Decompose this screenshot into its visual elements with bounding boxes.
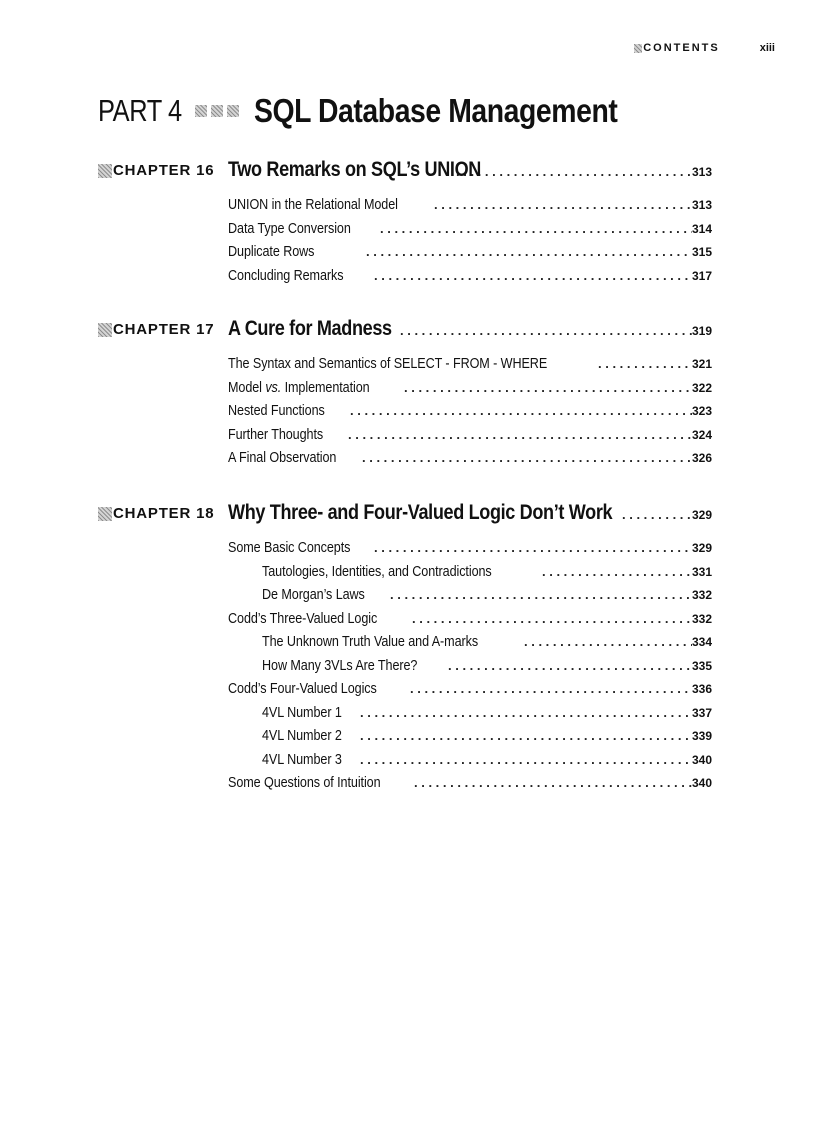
entry-title: Codd’s Four-Valued Logics [228,680,377,697]
toc-subentry[interactable] [228,586,712,610]
dot-leader [344,403,692,418]
chapter-title-link[interactable] [228,158,712,182]
toc-entries [228,196,712,290]
entry-page: 322 [691,380,712,395]
dot-leader [428,197,692,212]
entry-page: 329 [691,541,712,555]
chapter-heading [98,158,712,184]
dot-leader [354,728,692,743]
toc-entry[interactable] [228,355,712,379]
dot-leader [374,221,692,236]
toc-entry[interactable] [228,426,712,450]
toc-entry[interactable] [228,243,712,267]
hatch-bullet-icon [98,323,112,337]
chapter-label [98,505,214,522]
entry-page: 323 [691,404,712,418]
chapter-number: CHAPTER 17 [113,321,215,338]
entry-page: 337 [691,705,712,720]
entry-title: Data Type Conversion [228,219,351,237]
dot-leader [518,634,692,649]
toc-subentry[interactable] [228,704,712,728]
hatch-box-icon [227,105,239,117]
dot-leader [616,507,692,522]
toc-entry[interactable] [228,402,712,426]
toc-entries [228,539,712,798]
chapter-number: CHAPTER 18 [113,505,215,522]
entry-title: De Morgan’s Laws [262,586,365,603]
dot-leader [408,775,692,790]
toc-subentry[interactable] [228,633,712,657]
chapter-block [98,317,712,473]
dot-leader [536,564,692,579]
entry-title: 4VL Number 1 [262,703,342,721]
entry-title: Codd’s Three-Valued Logic [228,609,378,627]
chapter-block [98,158,712,290]
entry-title: Model vs. Implementation [228,378,370,396]
entry-title: A Final Observation [228,449,337,466]
chapter-title: A Cure for Madness [228,317,392,340]
toc-entry[interactable] [228,610,712,634]
dot-leader [592,356,692,371]
toc-subentry[interactable] [228,727,712,751]
entry-page: 315 [691,245,712,259]
toc-entry[interactable] [228,774,712,798]
entry-page: 332 [691,611,712,626]
entry-page: 313 [691,198,712,212]
entry-page: 326 [691,451,712,465]
part-ornament [195,105,239,117]
chapter-page: 329 [691,508,712,522]
entry-title: Duplicate Rows [228,243,315,260]
dot-leader [356,450,692,465]
hatch-box-icon [211,105,223,117]
dot-leader [384,587,692,602]
chapter-title: Why Three- and Four-Valued Logic Don’t Work [228,501,613,524]
entry-page: 340 [691,752,712,767]
chapter-title-link[interactable] [228,501,712,525]
part-label: PART 4 [98,93,182,128]
entry-page: 331 [691,564,712,579]
entry-page: 321 [691,357,712,371]
entry-title: Further Thoughts [228,425,324,443]
chapter-label [98,162,214,179]
chapter-heading [98,501,712,527]
toc-entry[interactable] [228,680,712,704]
chapter-title: Two Remarks on SQL’s UNION [228,158,481,181]
entry-page: 334 [691,635,712,649]
entry-title: Some Basic Concepts [228,539,351,556]
chapter-label [98,321,214,338]
entry-title: 4VL Number 3 [262,750,342,768]
dot-leader [354,752,692,767]
page-folio: xiii [759,42,775,54]
part-heading [98,92,677,130]
entry-title: Nested Functions [228,402,325,419]
toc-subentry[interactable] [228,563,712,587]
dot-leader [404,681,692,696]
chapter-page: 319 [691,324,712,338]
chapter-title-link[interactable] [228,317,712,341]
running-head-label: CONTENTS [643,42,720,54]
toc-entry[interactable] [228,267,712,291]
dot-leader [342,427,692,442]
hatch-bullet-icon [98,164,112,178]
entry-title: Concluding Remarks [228,266,344,284]
entry-page: 335 [691,658,712,673]
chapter-number: CHAPTER 16 [113,162,215,179]
toc-entry[interactable] [228,220,712,244]
dot-leader [368,268,692,283]
entry-title: Some Questions of Intuition [228,774,381,791]
chapter-block [98,501,712,798]
toc-entry[interactable] [228,449,712,473]
toc-subentry[interactable] [228,657,712,681]
entry-title: The Unknown Truth Value and A-marks [262,633,479,650]
entry-title: The Syntax and Semantics of SELECT - FROM - WHERE [228,355,548,372]
hatch-bullet-icon [98,507,112,521]
dot-leader [450,164,692,179]
entry-page: 324 [691,427,712,442]
entry-page: 317 [691,268,712,283]
dot-leader [354,705,692,720]
toc-entry[interactable] [228,379,712,403]
dot-leader [368,540,692,555]
chapter-heading [98,317,712,343]
entry-page: 332 [691,588,712,602]
dot-leader [442,658,692,673]
dot-leader [360,244,692,259]
entry-title: UNION in the Relational Model [228,196,398,213]
entry-title: Tautologies, Identities, and Contradictions [262,562,492,580]
hatch-bullet-icon [634,44,642,53]
toc-entry[interactable] [228,196,712,220]
entry-page: 340 [691,776,712,790]
entry-title: How Many 3VLs Are There? [262,656,418,674]
dot-leader [394,323,692,338]
toc-entries [228,355,712,473]
chapter-page: 313 [691,165,712,179]
part-title: SQL Database Management [254,92,618,129]
running-header [634,42,775,54]
toc-subentry[interactable] [228,751,712,775]
entry-page: 336 [691,682,712,696]
toc-entry[interactable] [228,539,712,563]
entry-page: 314 [691,221,712,236]
hatch-box-icon [195,105,207,117]
dot-leader [406,611,692,626]
entry-page: 339 [691,729,712,743]
entry-title: 4VL Number 2 [262,727,342,744]
dot-leader [398,380,692,395]
